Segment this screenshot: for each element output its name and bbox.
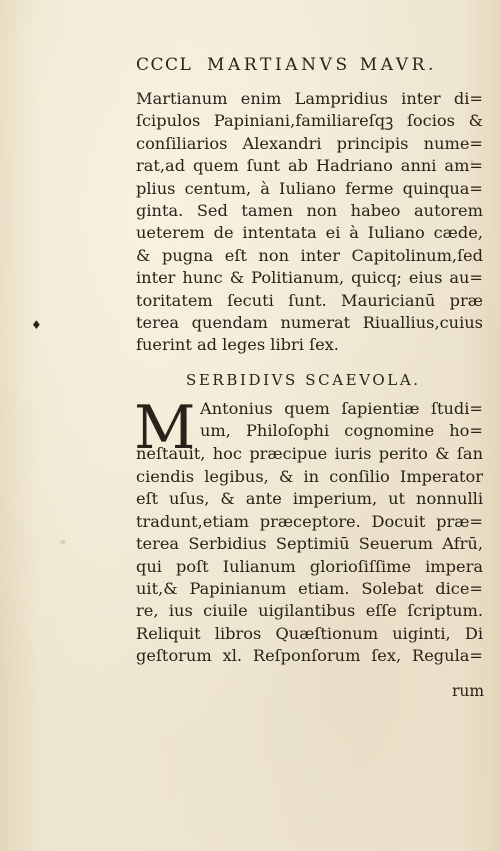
paragraph-martianus <box>136 88 483 357</box>
text-line: plius centum, à Iuliano ferme quinqua= <box>136 178 483 198</box>
text-line: qui poſt Iulianum glorioſiſſime impera <box>136 556 483 576</box>
text-line: ueterem de intentata ei à Iuliano cæde, <box>136 223 483 243</box>
text-line: Reliquit libros Quæſtionum uiginti, Di <box>136 623 483 643</box>
paper-stain <box>60 540 66 544</box>
text-line: fuerint ad leges libri ſex. <box>136 335 339 355</box>
text-line: neſtauit, hoc præcipue iuris perito & ſan <box>136 443 483 463</box>
text-line: toritatem ſecuti ſunt. Mauricianū præ <box>136 290 483 310</box>
text-line: geſtorum xl. Reſponſorum ſex, Regula= <box>136 646 483 666</box>
section-heading: SERBIDIVS SCAEVOLA. <box>186 371 421 389</box>
text-line: Martianum enim Lampridius inter di= <box>136 89 483 108</box>
running-title: MARTIANVS MAVR. <box>207 55 438 75</box>
text-line: uit,& Papinianum etiam. Solebat dice= <box>136 578 483 598</box>
drop-cap: M <box>134 398 196 454</box>
text-line: inter hunc & Politianum, quicq; eius au= <box>136 268 483 288</box>
text-line: terea quendam numerat Riuallius,cuius <box>136 312 483 332</box>
margin-mark: ♦ <box>31 318 42 332</box>
text-line: terea Serbidius Septimiū Seuerum Afrū, <box>136 534 483 554</box>
text-line: ginta. Sed tamen non habeo autorem <box>136 200 483 220</box>
folio-number: CCCL <box>136 55 193 75</box>
paragraph-scaevola-opening <box>136 398 483 465</box>
text-line: ſcipulos Papiniani,familiareſqꝫ ſocios & <box>136 111 483 131</box>
text-line: eſt uſus, & ante imperium, ut nonnulli <box>136 489 483 509</box>
paragraph-scaevola <box>136 466 483 668</box>
text-line: Antonius quem ſapientiæ ſtudi= <box>200 399 483 418</box>
text-line: tradunt,etiam præceptore. Docuit præ= <box>136 511 483 531</box>
running-head <box>136 55 466 79</box>
text-line: ciendis legibus, & in conſilio Imperator <box>136 467 483 486</box>
text-line: & pugna eſt non inter Capitolinum,ſed <box>136 245 483 265</box>
text-line: um, Philoſophi cognomine ho= <box>200 421 483 441</box>
catchword: rum <box>452 682 485 700</box>
text-line: rat,ad quem ſunt ab Hadriano anni am= <box>136 156 483 176</box>
text-line: re, ius ciuile uigilantibus eſſe ſcriptum. <box>136 601 483 621</box>
text-line: conſiliarios Alexandri principis nume= <box>136 133 483 153</box>
